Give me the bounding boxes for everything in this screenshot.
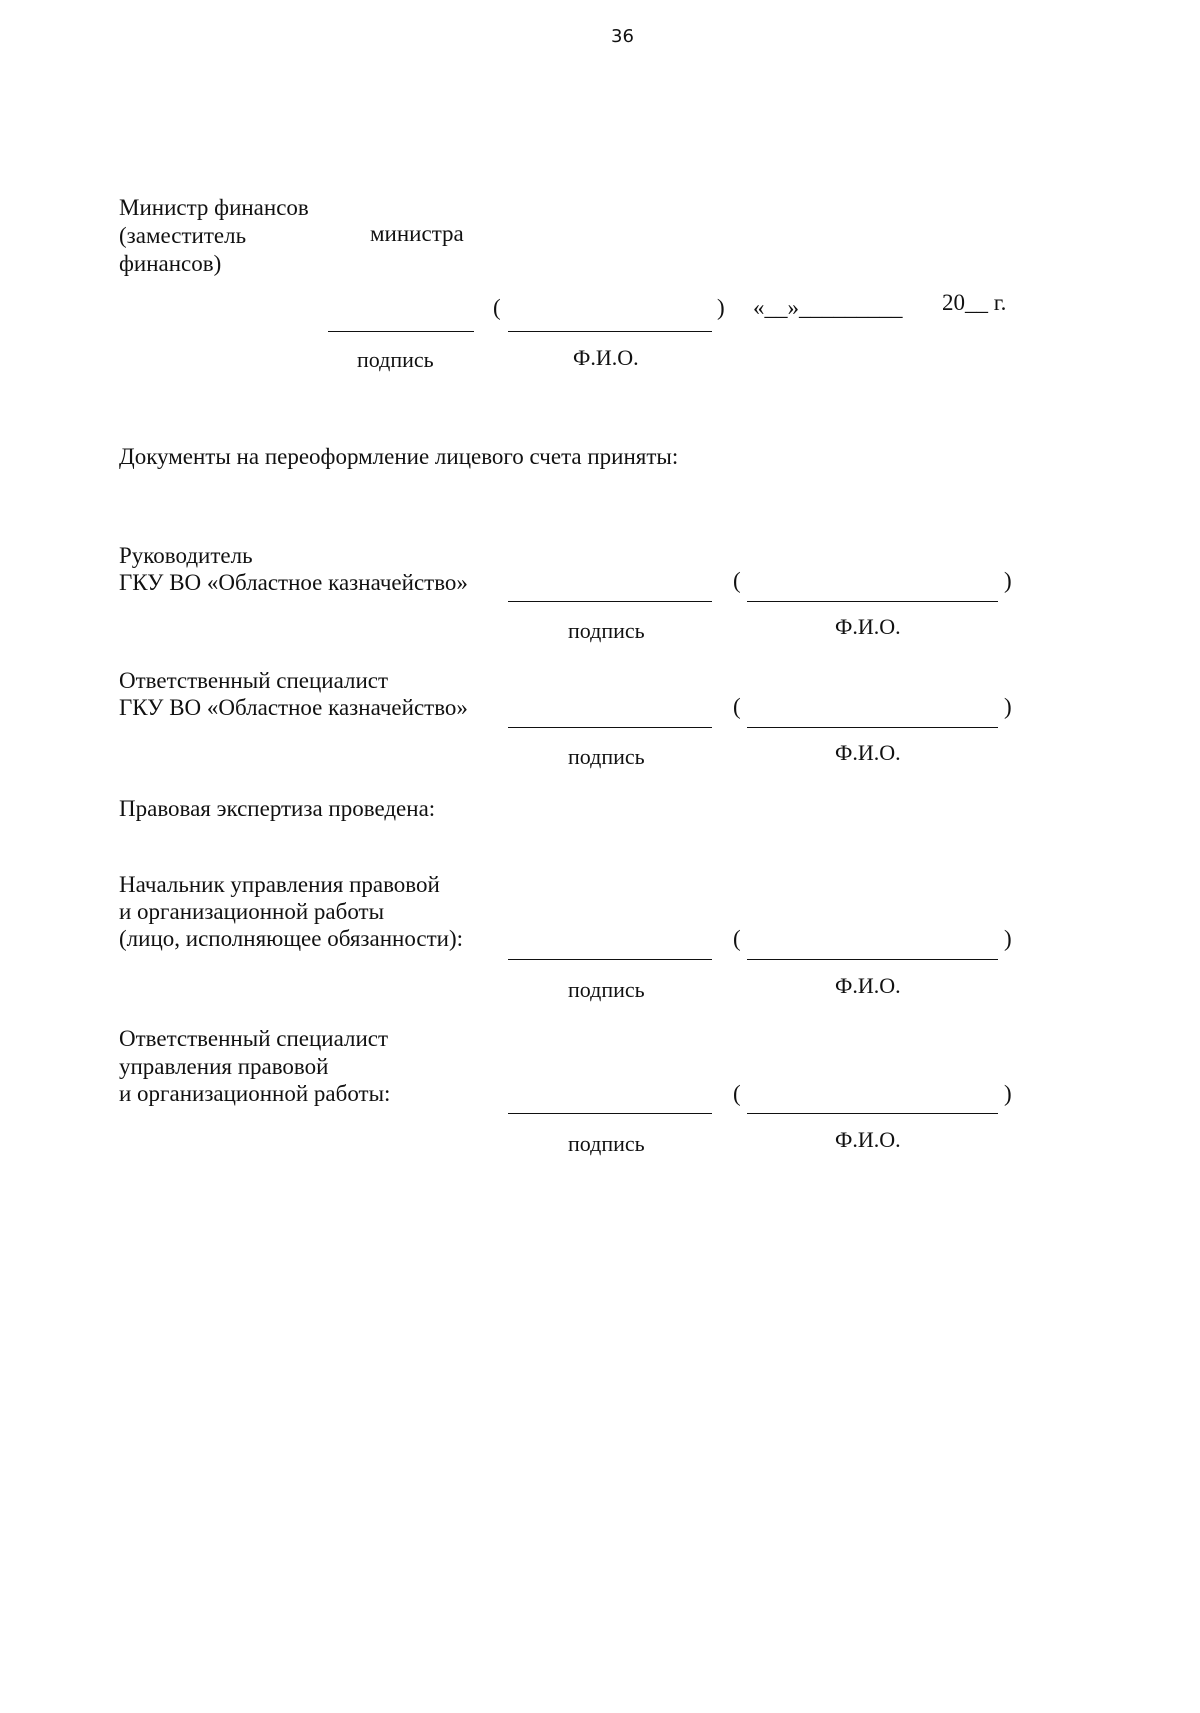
minister-open-paren: ( [493, 295, 501, 320]
legal-specialist-title-line3: и организационной работы: [119, 1081, 391, 1106]
minister-title-line2b: министра [370, 221, 464, 246]
treasury-head-close-paren: ) [1004, 568, 1012, 593]
legal-head-fio-line[interactable] [747, 959, 998, 960]
page-number: 36 [611, 26, 634, 47]
treasury-specialist-signature-caption: подпись [568, 744, 645, 769]
treasury-head-signature-caption: подпись [568, 618, 645, 643]
legal-specialist-open-paren: ( [733, 1081, 741, 1106]
treasury-specialist-title-line1: Ответственный специалист [119, 668, 389, 693]
legal-head-fio-caption: Ф.И.О. [835, 973, 901, 998]
minister-signature-line[interactable] [328, 331, 474, 332]
treasury-head-signature-line[interactable] [508, 601, 712, 602]
legal-specialist-title-line2: управления правовой [119, 1054, 329, 1079]
treasury-head-fio-caption: Ф.И.О. [835, 614, 901, 639]
legal-head-close-paren: ) [1004, 926, 1012, 951]
documents-accepted-heading: Документы на переоформление лицевого счета приняты: [119, 444, 679, 469]
treasury-specialist-fio-caption: Ф.И.О. [835, 740, 901, 765]
legal-specialist-fio-line[interactable] [747, 1113, 998, 1114]
treasury-specialist-fio-line[interactable] [747, 727, 998, 728]
treasury-specialist-title-line2: ГКУ ВО «Областное казначейство» [119, 695, 468, 720]
legal-head-open-paren: ( [733, 926, 741, 951]
minister-close-paren: ) [717, 295, 725, 320]
treasury-head-open-paren: ( [733, 568, 741, 593]
legal-head-title-line2: и организационной работы [119, 899, 385, 924]
minister-title-line3: финансов) [119, 251, 222, 276]
treasury-specialist-signature-line[interactable] [508, 727, 712, 728]
legal-specialist-close-paren: ) [1004, 1081, 1012, 1106]
legal-head-title-line1: Начальник управления правовой [119, 872, 440, 897]
legal-specialist-fio-caption: Ф.И.О. [835, 1127, 901, 1152]
treasury-specialist-open-paren: ( [733, 694, 741, 719]
treasury-specialist-close-paren: ) [1004, 694, 1012, 719]
treasury-head-title-line2: ГКУ ВО «Областное казначейство» [119, 570, 468, 595]
legal-specialist-signature-caption: подпись [568, 1131, 645, 1156]
minister-fio-caption: Ф.И.О. [573, 345, 639, 370]
legal-head-signature-line[interactable] [508, 959, 712, 960]
minister-fio-line[interactable] [508, 331, 712, 332]
legal-specialist-signature-line[interactable] [508, 1113, 712, 1114]
minister-signature-caption: подпись [357, 347, 434, 372]
minister-date-field[interactable]: «__»_________ [753, 295, 903, 320]
legal-review-heading: Правовая экспертиза проведена: [119, 796, 436, 821]
treasury-head-fio-line[interactable] [747, 601, 998, 602]
minister-year: 20__ г. [942, 290, 1007, 315]
legal-head-title-line3: (лицо, исполняющее обязанности): [119, 926, 464, 951]
legal-specialist-title-line1: Ответственный специалист [119, 1026, 389, 1051]
legal-head-signature-caption: подпись [568, 977, 645, 1002]
treasury-head-title-line1: Руководитель [119, 543, 253, 568]
minister-title-line2a: (заместитель [119, 223, 247, 248]
minister-title-line1: Министр финансов [119, 195, 309, 220]
